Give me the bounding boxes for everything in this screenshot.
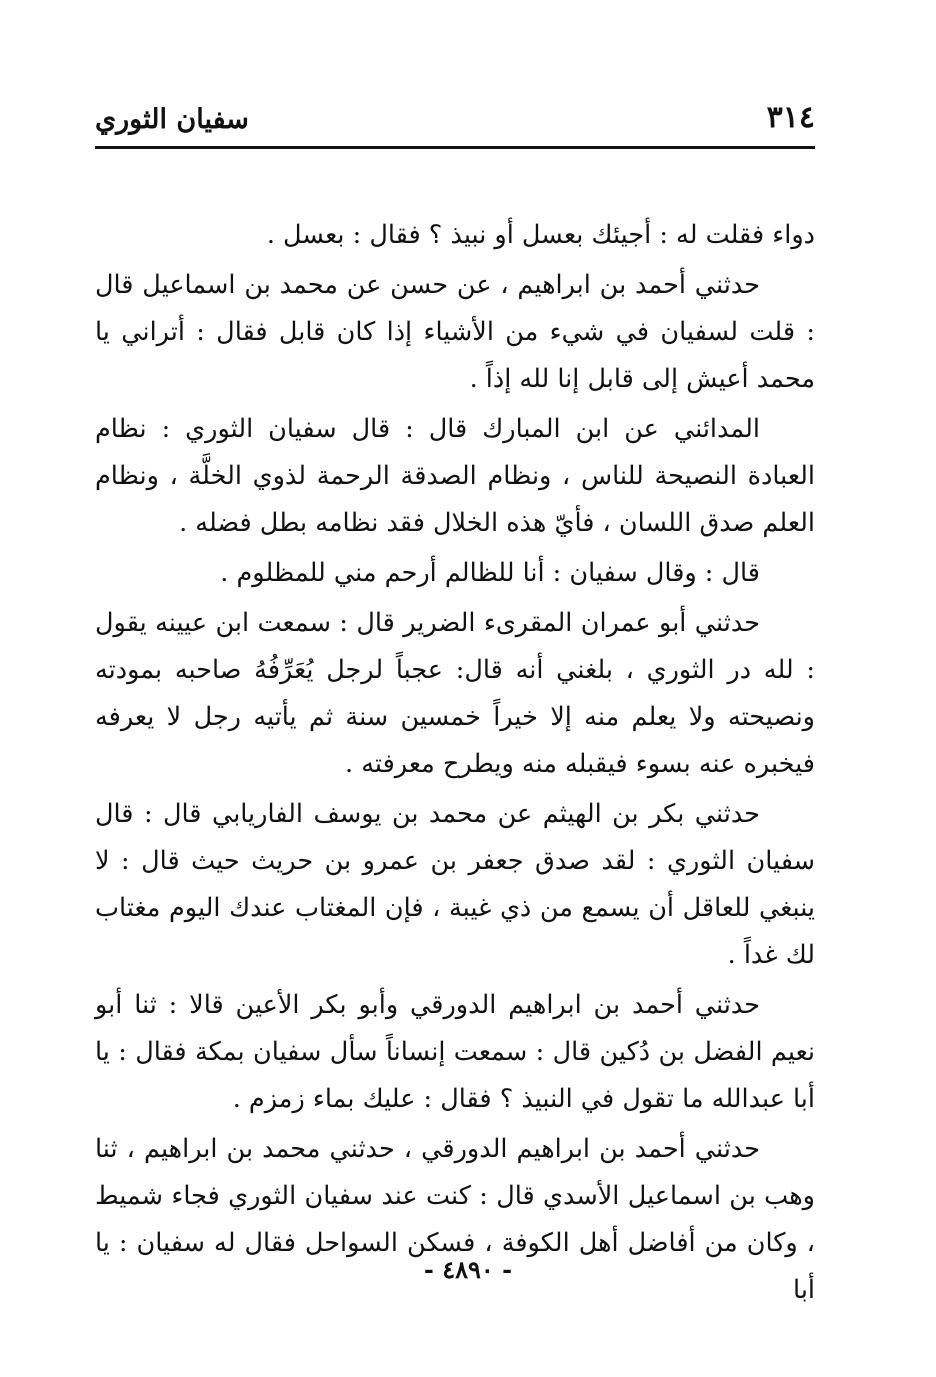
paragraph: المدائني عن ابن المبارك قال : قال سفيان الثوري : نظام العبادة النصيحة للناس ، ونظام الصدقة الرحمة لذوي الخلَّة ، ونظام العلم صدق اللسان ، فأيّ هذه الخلال فقد نظامه بطل فضله . — [95, 414, 815, 538]
paragraph: دواء فقلت له : أجيئك بعسل أو نبيذ ؟ فقال : بعسل . — [266, 220, 815, 250]
paragraph: حدثني أحمد بن ابراهيم الدورقي وأبو بكر الأعين قالا : ثنا أبو نعيم الفضل بن دُكين قال : سمعت إنساناً سأل سفيان بمكة فقال : يا أبا عبدالله ما تقول في النبيذ ؟ فقال : عليك بماء زمزم . — [95, 990, 815, 1114]
paragraph: قال : وقال سفيان : أنا للظالم أرحم مني للمظلوم . — [220, 558, 760, 588]
body-text — [95, 212, 815, 1317]
paragraph: حدثني أبو عمران المقرىء الضرير قال : سمعت ابن عيينه يقول : لله در الثوري ، بلغني أنه قال: عجباً لرجل يُعَرِّفُهُ صاحبه بمودته ونصيحته ولا يعلم منه إلا خيراً خمسين سنة ثم يأتيه رجل لا يعرفه فيخبره عنه بسوء فيقبله منه ويطرح معرفته . — [95, 608, 815, 779]
header-rule — [95, 146, 815, 149]
paragraph: حدثني بكر بن الهيثم عن محمد بن يوسف الفاريابي قال : قال سفيان الثوري : لقد صدق جعفر بن عمرو بن حريث حيث قال : لا ينبغي للعاقل أن يسمع من ذي غيبة ، فإن المغتاب عندك اليوم مغتاب لك غداً . — [95, 799, 815, 970]
running-title: سفيان الثوري — [95, 104, 249, 135]
paragraph: حدثني أحمد بن ابراهيم الدورقي ، حدثني محمد بن ابراهيم ، ثنا وهب بن اسماعيل الأسدي قال : كنت عند سفيان الثوري فجاء شميط ، وكان من أفاضل أهل الكوفة ، فسكن السواحل فقال له سفيان : يا أبا — [95, 1134, 815, 1305]
page-number: ٣١٤ — [766, 100, 815, 135]
page-header — [95, 100, 815, 150]
paragraph: حدثني أحمد بن ابراهيم ، عن حسن عن محمد بن اسماعيل قال : قلت لسفيان في شيء من الأشياء إذا كان قابل فقال : أتراني يا محمد أعيش إلى قابل إنا لله إذاً . — [95, 270, 815, 394]
page-footer-marker: - ٤٨٩٠ - — [423, 1255, 513, 1284]
